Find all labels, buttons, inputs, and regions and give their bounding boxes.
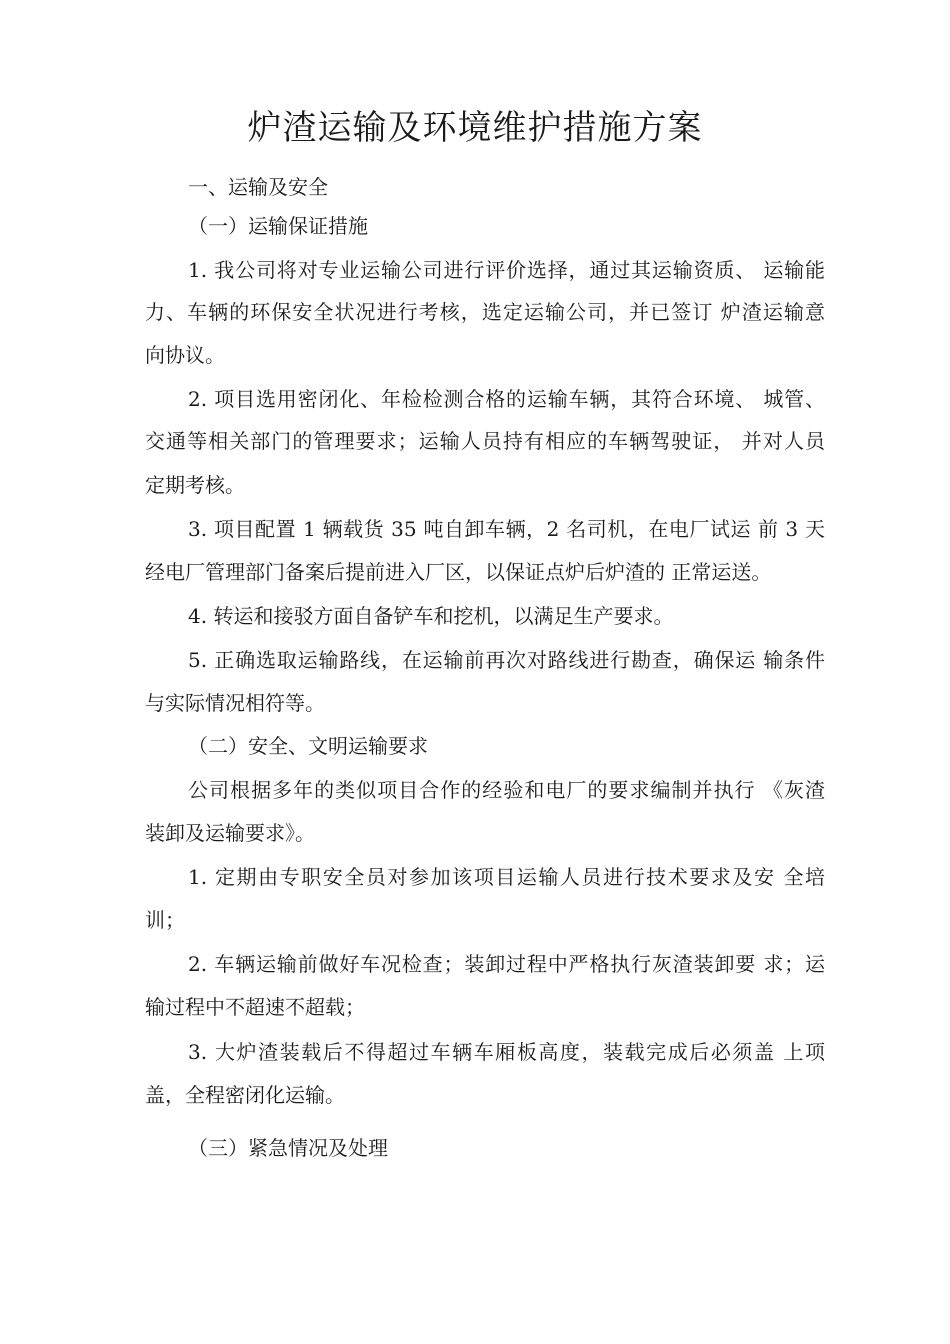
- subsection-heading-safety-requirements: （二）安全、文明运输要求: [188, 734, 428, 758]
- paragraph-line: 输过程中不超速不超载；: [145, 995, 365, 1019]
- paragraph-line: 与实际情况相符等。: [145, 691, 325, 715]
- section-heading-transport-safety: 一、运输及安全: [188, 175, 328, 199]
- paragraph-line: 经电厂管理部门备案后提前进入厂区，以保证点炉后炉渣的 正常运送。: [145, 560, 772, 584]
- paragraph-line: 4. 转运和接驳方面自备铲车和挖机，以满足生产要求。: [188, 604, 674, 628]
- paragraph-line: 3. 大炉渣装载后不得超过车辆车厢板高度，装载完成后必须盖 上项: [188, 1040, 825, 1064]
- paragraph-line: 公司根据多年的类似项目合作的经验和电厂的要求编制并执行 《灰渣: [188, 778, 825, 802]
- paragraph-line: 向协议。: [145, 343, 225, 367]
- paragraph-line: 2. 项目选用密闭化、年检检测合格的运输车辆，其符合环境、 城管、: [188, 387, 825, 411]
- paragraph-line: 盖，全程密闭化运输。: [145, 1083, 345, 1107]
- paragraph-line: 装卸及运输要求》。: [145, 821, 315, 845]
- subsection-heading-transport-guarantee: （一）运输保证措施: [188, 214, 368, 238]
- subsection-heading-emergency: （三）紧急情况及处理: [188, 1136, 388, 1160]
- document-title: 炉渣运输及环境维护措施方案: [247, 108, 703, 148]
- paragraph-line: 3. 项目配置 1 辆载货 35 吨自卸车辆，2 名司机，在电厂试运 前 3 天: [188, 517, 825, 541]
- paragraph-line: 交通等相关部门的管理要求；运输人员持有相应的车辆驾驶证， 并对人员: [145, 429, 825, 453]
- paragraph-line: 2. 车辆运输前做好车况检查；装卸过程中严格执行灰渣装卸要 求；运: [188, 952, 825, 976]
- paragraph-line: 1. 定期由专职安全员对参加该项目运输人员进行技术要求及安 全培: [188, 865, 825, 889]
- paragraph-line: 定期考核。: [145, 473, 245, 497]
- paragraph-line: 力、车辆的环保安全状况进行考核，选定运输公司，并已签订 炉渣运输意: [145, 300, 825, 324]
- paragraph-line: 1. 我公司将对专业运输公司进行评价选择，通过其运输资质、 运输能: [188, 258, 825, 282]
- paragraph-line: 5. 正确选取运输路线，在运输前再次对路线进行勘查，确保运 输条件: [188, 648, 825, 672]
- paragraph-line: 训；: [145, 908, 185, 932]
